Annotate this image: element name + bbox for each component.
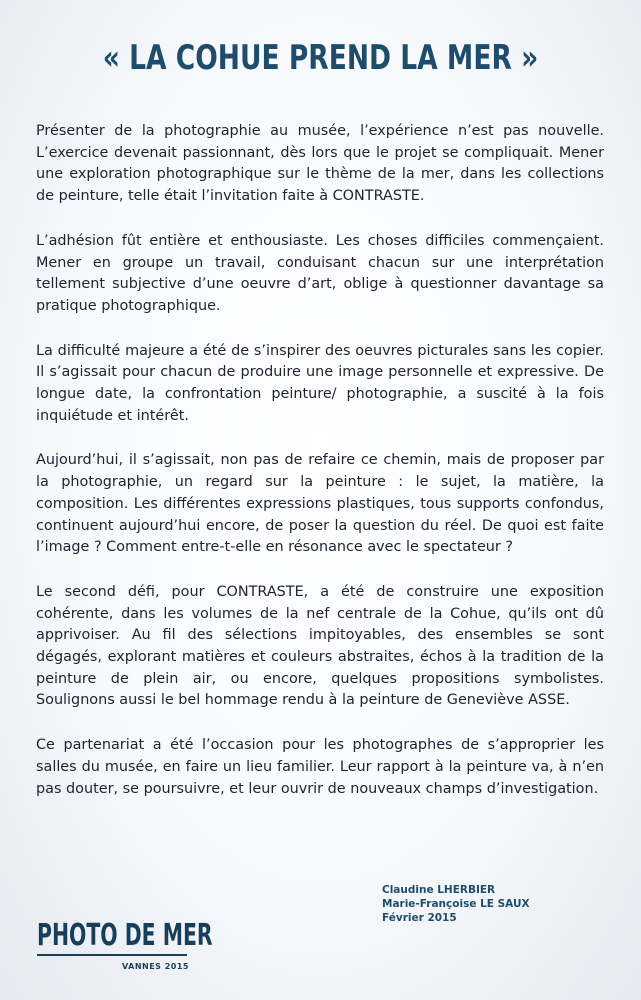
author-name: Marie-Françoise LE SAUX xyxy=(382,898,530,910)
paragraph-5: Le second défi, pour CONTRASTE, a été de construire une exposition cohérente, dans les volumes de la nef centrale de la Cohue, qu’ils ont dû apprivoiser. Au fil des sélections impitoyables, des ensembles se sont dégagés, explorant matières et couleurs abstraites, échos à la tradition de la peinture de plein air, ou encore, quelques propositions symbolistes. Soulignons aussi le bel hommage rendu à la peinture de Geneviève ASSE. xyxy=(36,583,604,709)
author-name: Claudine LHERBIER xyxy=(382,884,496,896)
logo-title: PHOTO DE MER xyxy=(37,918,213,953)
logo-underline xyxy=(37,954,187,956)
photo-de-mer-logo xyxy=(37,918,213,971)
paragraph-1: Présenter de la photographie au musée, l’expérience n’est pas nouvelle. L’exercice devenait passionnant, dès lors que le projet se compliquait. Mener une exploration photographique sur le thème de la mer, dans les collections de peinture, telle était l’invitation faite à CONTRASTE. xyxy=(36,123,604,205)
paragraph-3: La difficulté majeure a été de s’inspirer des oeuvres picturales sans les copier. Il s’agissait pour chacun de produire une image personnelle et expressive. De longue date, la confrontation peinture/ photographie, a suscité à la fois inquiétude et intérêt. xyxy=(36,342,604,424)
paragraph-2: L’adhésion fût entière et enthousiaste. Les choses difficiles commençaient. Mener en groupe un travail, conduisant chacun sur une interprétation tellement subjective d’une oeuvre d’art, oblige à questionner davantage sa pratique photographique. xyxy=(36,232,604,314)
page-title: « LA COHUE PREND LA MER » xyxy=(102,38,539,78)
paragraph-4: Aujourd’hui, il s’agissait, non pas de refaire ce chemin, mais de proposer par la photographie, un regard sur la peinture : le sujet, la matière, la composition. Les différentes expressions plastiques, tous supports confondus, continuent aujourd’hui encore, de poser la question du réel. De quoi est faite l’image ? Comment entre-t-elle en résonance avec le spectateur ? xyxy=(36,452,604,556)
signature-date: Février 2015 xyxy=(382,912,457,924)
logo-subtitle: VANNES 2015 xyxy=(121,962,189,971)
body-text xyxy=(36,121,604,823)
paragraph-6: Ce partenariat a été l’occasion pour les photographes de s’approprier les salles du musée, en faire un lieu familier. Leur rapport à la peinture va, à n’en pas douter, se poursuivre, et leur ouvrir de nouveaux champs d’investigation. xyxy=(36,737,604,797)
signature-block xyxy=(382,883,530,925)
